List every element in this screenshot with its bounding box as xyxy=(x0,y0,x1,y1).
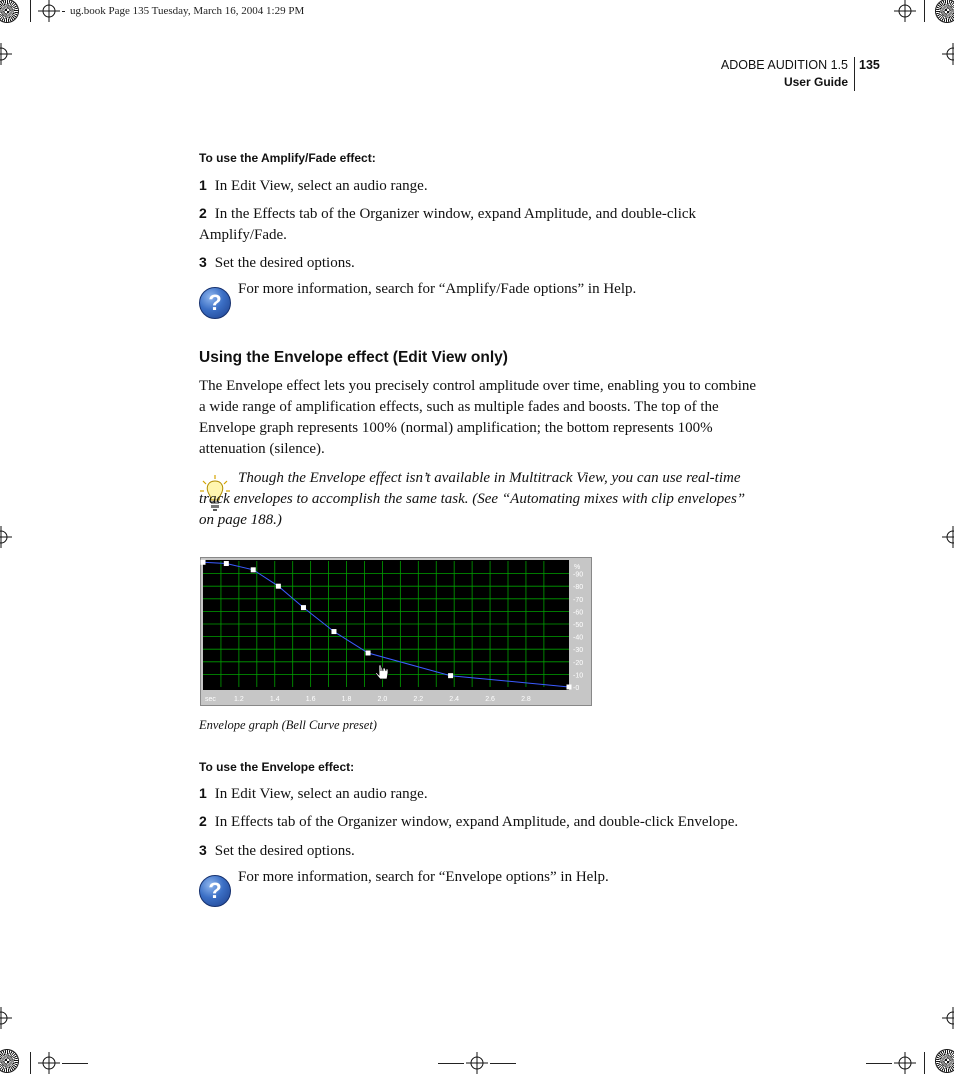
registration-rosette xyxy=(0,1050,18,1072)
crop-line xyxy=(62,11,65,12)
crop-line xyxy=(62,1063,88,1064)
envelope-point xyxy=(301,605,306,610)
envelope-point xyxy=(331,629,336,634)
step-number: 2 xyxy=(199,813,207,829)
y-tick-label: -30 xyxy=(573,647,584,655)
x-tick-label: 2.4 xyxy=(449,696,460,703)
step-text: Set the desired options. xyxy=(214,255,355,271)
x-tick-label: 1.6 xyxy=(305,696,316,703)
procedure-heading: To use the Envelope effect: xyxy=(199,760,355,774)
crosshair-mark xyxy=(942,526,954,548)
crosshair-mark xyxy=(942,43,954,65)
x-tick-label: 1.8 xyxy=(341,696,352,703)
x-tick-label: 1.4 xyxy=(269,696,280,703)
header-subtitle: User Guide xyxy=(783,75,848,89)
list-item xyxy=(199,203,729,246)
body-paragraph: The Envelope effect lets you precisely control amplitude over time, enabling you to combine a wide range of amplification effects, such as multiple fades and boosts. The top of the Envelope graph represents 100% (normal) amplification; the bottom represents 100% attenuation (silence). xyxy=(199,378,757,457)
crop-line xyxy=(438,1063,464,1064)
crop-line xyxy=(924,1052,925,1074)
envelope-point xyxy=(448,673,453,678)
list-item xyxy=(199,783,759,805)
step-number: 2 xyxy=(199,205,207,221)
y-tick-label: -20 xyxy=(573,659,584,667)
step-text: In the Effects tab of the Organizer window, expand Amplitude, and double-click Amplify/Fade. xyxy=(199,206,697,243)
help-icon: ? xyxy=(199,287,231,319)
step-number: 1 xyxy=(199,177,207,193)
crosshair-mark xyxy=(38,1052,60,1074)
x-axis-unit: sec xyxy=(205,696,216,703)
list-item xyxy=(199,175,759,197)
crop-line xyxy=(924,0,925,22)
step-text: In Edit View, select an audio range. xyxy=(214,178,428,194)
section-heading: Using the Envelope effect (Edit View only) xyxy=(199,349,508,366)
crop-line xyxy=(490,1063,516,1064)
crosshair-mark xyxy=(0,43,12,65)
crosshair-mark xyxy=(38,0,60,22)
envelope-line xyxy=(203,562,569,687)
crop-line xyxy=(30,0,31,22)
registration-rosette xyxy=(936,0,954,22)
crosshair-mark xyxy=(466,1052,488,1074)
registration-rosette xyxy=(936,1050,954,1072)
envelope-point xyxy=(366,650,371,655)
help-icon: ? xyxy=(199,875,231,907)
envelope-point xyxy=(201,560,206,565)
y-tick-label: -40 xyxy=(573,634,584,642)
envelope-point xyxy=(251,567,256,572)
step-number: 3 xyxy=(199,842,207,858)
figure-caption: Envelope graph (Bell Curve preset) xyxy=(199,718,377,732)
x-tick-label: 2.2 xyxy=(413,696,424,703)
help-note: For more information, search for “Amplify/Fade options” in Help. xyxy=(238,281,637,297)
crosshair-mark xyxy=(894,0,916,22)
header-divider xyxy=(854,57,855,91)
list-item xyxy=(199,252,759,274)
procedure-heading: To use the Amplify/Fade effect: xyxy=(199,151,376,165)
y-tick-label: -0 xyxy=(573,685,580,692)
crosshair-mark xyxy=(0,1007,12,1029)
y-tick-label: -90 xyxy=(573,571,584,579)
y-tick-label: -50 xyxy=(573,622,584,629)
envelope-point xyxy=(567,685,572,690)
y-tick-label: -60 xyxy=(573,609,584,617)
tip-note: Though the Envelope effect isn’t available in Multitrack View, you can use real-time track envelopes to accomplish the same task. (See “Automating mixes with clip envelopes” on page 188.) xyxy=(199,470,746,528)
x-tick-label: 1.2 xyxy=(234,696,244,703)
list-item xyxy=(199,811,769,833)
crop-line xyxy=(30,1052,31,1074)
crosshair-mark xyxy=(894,1052,916,1074)
registration-rosette xyxy=(0,0,18,22)
step-number: 1 xyxy=(199,785,207,801)
list-item xyxy=(199,840,759,862)
hand-cursor-icon xyxy=(376,665,388,679)
x-tick-label: 2.8 xyxy=(521,696,531,703)
page-number: 135 xyxy=(859,58,880,72)
step-text: In Effects tab of the Organizer window, expand Amplitude, and double-click Envelope. xyxy=(214,814,739,830)
y-axis-label: % xyxy=(574,564,581,571)
envelope-point xyxy=(224,561,229,566)
crosshair-mark xyxy=(942,1007,954,1029)
step-number: 3 xyxy=(199,254,207,270)
crop-line xyxy=(866,1063,892,1064)
envelope-graph xyxy=(200,557,592,706)
y-tick-label: -10 xyxy=(573,672,584,680)
step-text: Set the desired options. xyxy=(214,843,355,859)
step-text: In Edit View, select an audio range. xyxy=(214,786,428,802)
x-tick-label: 2.0 xyxy=(377,696,388,703)
y-tick-label: -70 xyxy=(573,596,584,604)
help-note: For more information, search for “Envelope options” in Help. xyxy=(238,869,609,885)
envelope-point xyxy=(276,584,281,589)
x-tick-label: 2.6 xyxy=(485,696,495,703)
y-tick-label: -80 xyxy=(573,584,584,592)
crosshair-mark xyxy=(0,526,12,548)
header-title: ADOBE AUDITION 1.5 xyxy=(720,58,848,72)
print-slug: ug.book Page 135 Tuesday, March 16, 2004 1:29 PM xyxy=(70,5,305,17)
